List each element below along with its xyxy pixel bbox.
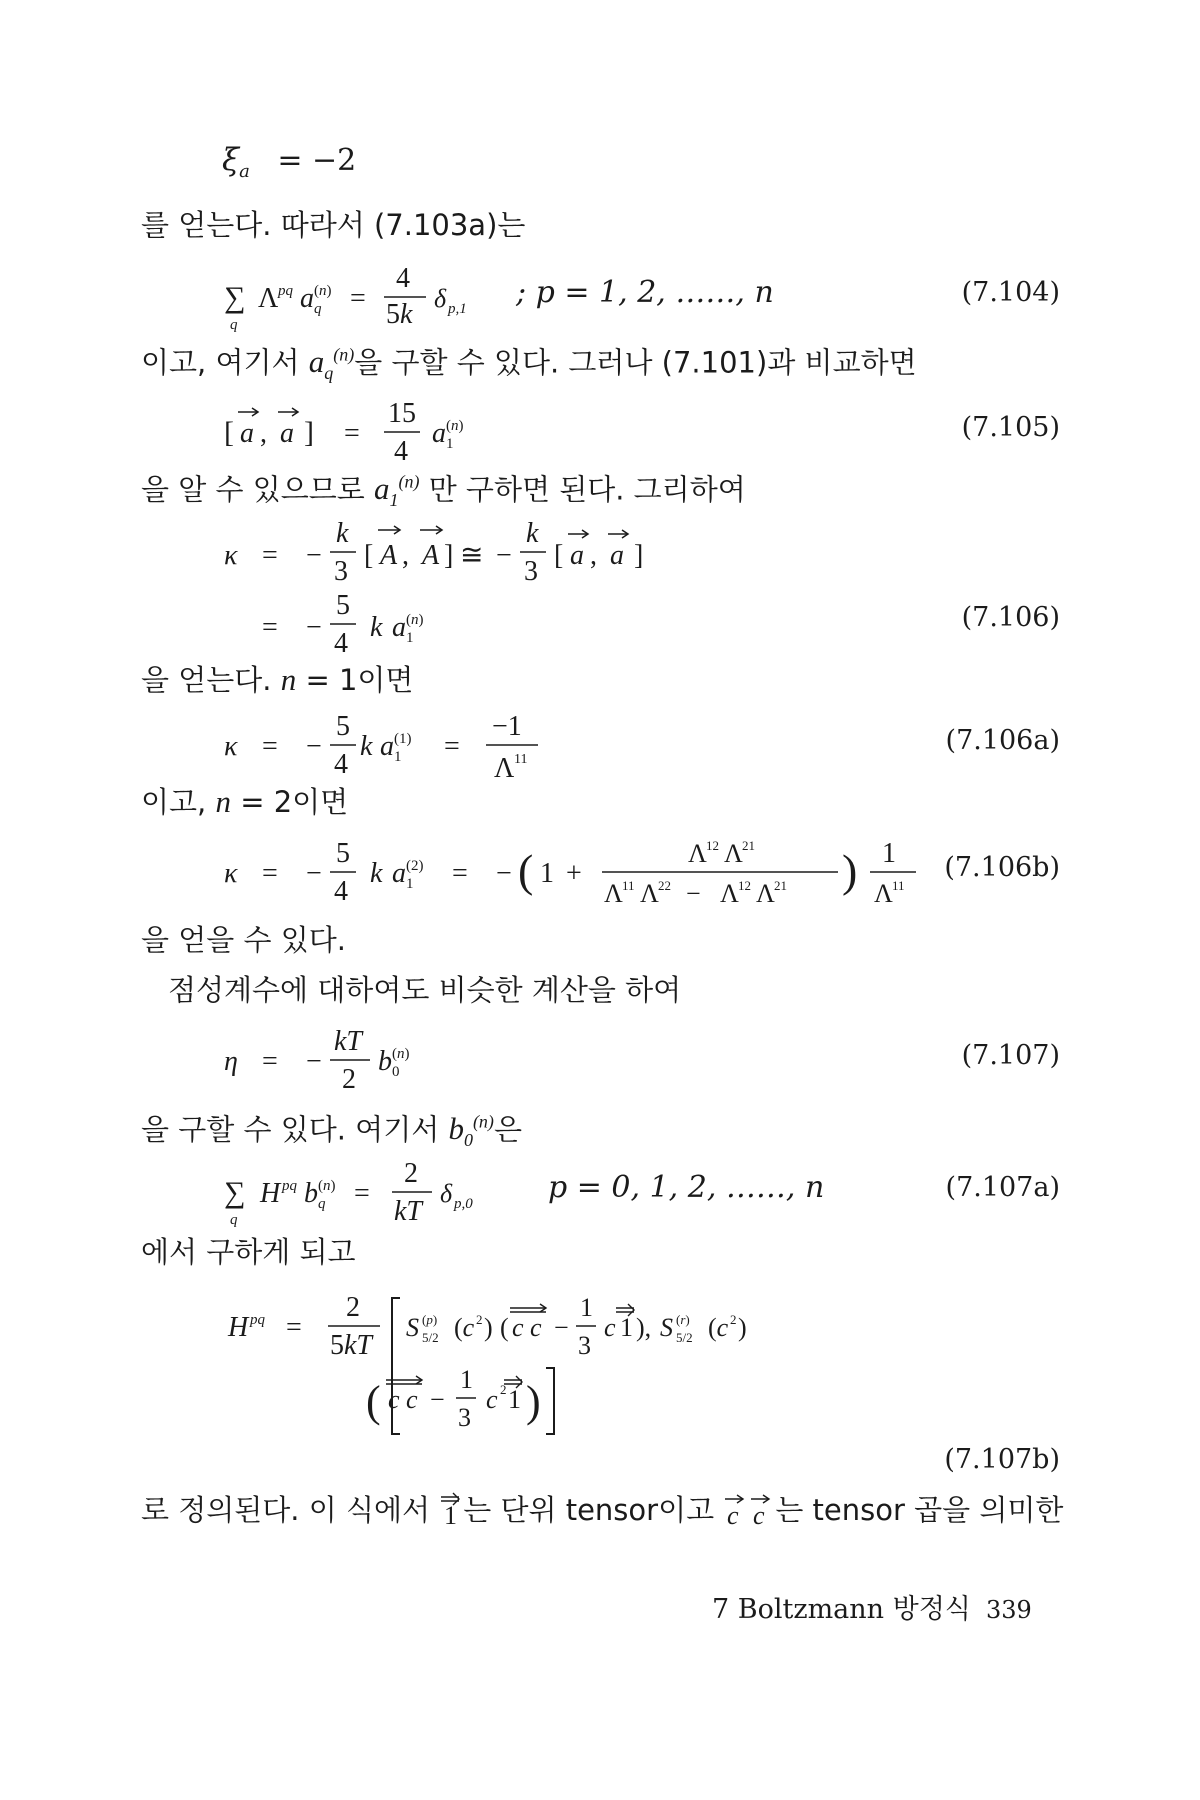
equation-7-104-condition: ; p = 1, 2, ……, n — [516, 275, 774, 310]
svg-text:): ) — [526, 1377, 541, 1426]
paragraph-4-text-b: = 1이면 — [305, 663, 414, 697]
paragraph-3-text-b: 만 구하면 된다. 그리하여 — [428, 472, 746, 507]
svg-text:q: q — [318, 1196, 326, 1212]
paragraph-2-text-b: 을 구할 수 있다. 그러나 (7.101)과 비교하면 — [354, 345, 917, 380]
a-q-n-symbol: $a_q^{(n)}$ — [308, 344, 355, 384]
svg-text:1: 1 — [540, 858, 554, 889]
svg-text:a: a — [570, 540, 584, 571]
svg-text:−: − — [306, 1046, 322, 1077]
svg-text:5/2: 5/2 — [676, 1330, 693, 1345]
svg-text:1: 1 — [444, 1501, 458, 1526]
paragraph-10-text-a: 로 정의된다. 이 식에서 — [141, 1493, 430, 1527]
equation-7-107a-math — [220, 1150, 540, 1230]
svg-text:(n): (n) — [392, 1046, 410, 1062]
svg-text:2: 2 — [476, 1312, 483, 1327]
svg-text:1: 1 — [394, 749, 402, 765]
svg-text:11: 11 — [622, 878, 635, 893]
svg-text:H: H — [260, 1178, 281, 1209]
svg-text:−: − — [306, 612, 322, 643]
svg-text:a: a — [380, 731, 394, 762]
svg-text:−: − — [306, 731, 322, 762]
svg-text:1: 1 — [882, 838, 896, 869]
svg-text:,: , — [590, 540, 597, 571]
svg-text:(c: (c — [454, 1313, 475, 1342]
svg-text:4: 4 — [334, 749, 348, 780]
svg-text:2: 2 — [730, 1312, 737, 1327]
svg-text:(: ( — [518, 845, 534, 896]
equation-7-107a — [0, 1150, 1200, 1230]
svg-text:−: − — [306, 540, 322, 571]
svg-text:(: ( — [500, 1313, 509, 1342]
paragraph-9-text: 에서 구하게 되고 — [141, 1235, 356, 1269]
equation-7-107-math — [220, 1018, 520, 1103]
svg-text:S: S — [660, 1313, 673, 1342]
svg-text:p,1: p,1 — [448, 301, 467, 317]
svg-text:1: 1 — [620, 1313, 633, 1342]
svg-text:=: = — [262, 540, 278, 571]
svg-text:∑: ∑ — [224, 1176, 246, 1209]
svg-text:∑: ∑ — [224, 281, 246, 314]
svg-text:1: 1 — [508, 1385, 521, 1414]
svg-text:Λ: Λ — [604, 879, 623, 908]
svg-text:k: k — [526, 518, 539, 549]
svg-text:η: η — [224, 1046, 238, 1077]
svg-text:5: 5 — [336, 838, 350, 869]
svg-text:0: 0 — [392, 1064, 400, 1080]
svg-text:k: k — [360, 731, 373, 762]
equation-7-106a-math — [220, 705, 580, 790]
svg-text:Λ: Λ — [688, 839, 707, 868]
svg-text:−: − — [496, 540, 512, 571]
page-number: 339 — [986, 1596, 1032, 1624]
equation-number-7-106a: (7.106a) — [945, 725, 1060, 756]
svg-text:Λ: Λ — [258, 283, 279, 314]
svg-text:k: k — [370, 612, 383, 643]
svg-text:δ: δ — [434, 284, 447, 313]
svg-text:=: = — [444, 731, 460, 762]
paragraph-5-text-b: = 2이면 — [240, 785, 349, 819]
svg-text:3: 3 — [458, 1403, 471, 1432]
svg-text:Λ: Λ — [874, 879, 893, 908]
svg-text:(n): (n) — [406, 612, 424, 628]
svg-text:κ: κ — [224, 540, 238, 571]
paragraph-8-text-b: 은 — [493, 1112, 522, 1147]
svg-text:4: 4 — [334, 876, 348, 907]
n-symbol-2: n — [215, 784, 231, 819]
svg-text:5/2: 5/2 — [422, 1330, 439, 1345]
svg-text:,: , — [260, 418, 267, 449]
svg-text:21: 21 — [774, 878, 787, 893]
equation-7-106b — [0, 830, 1200, 920]
svg-text:−: − — [554, 1313, 569, 1342]
svg-text:c: c — [753, 1501, 765, 1526]
paragraph-5-text-a: 이고, — [141, 785, 207, 819]
a-1-n-symbol: $a_1^{(n)}$ — [373, 471, 420, 511]
svg-text:=: = — [262, 612, 278, 643]
svg-text:c c: c c — [388, 1385, 418, 1414]
svg-text:=: = — [344, 418, 360, 449]
svg-text:≅: ≅ — [460, 540, 484, 571]
xi-subscript: a — [239, 161, 250, 182]
svg-text:[: [ — [364, 540, 374, 571]
svg-text:1: 1 — [446, 436, 454, 452]
svg-text:]: ] — [634, 540, 644, 571]
equation-number-7-106: (7.106) — [961, 602, 1060, 633]
svg-text:κ: κ — [224, 731, 238, 762]
equation-7-106 — [0, 510, 1200, 660]
svg-text:−: − — [306, 858, 322, 889]
svg-text:c c: c c — [512, 1313, 542, 1342]
svg-text:5k: 5k — [386, 299, 413, 330]
n-symbol: n — [280, 662, 297, 697]
svg-text:−: − — [686, 879, 701, 908]
svg-text:κ: κ — [224, 858, 238, 889]
svg-text:5kT: 5kT — [330, 1330, 372, 1361]
svg-text:12: 12 — [706, 838, 719, 853]
tensor-product-cc-symbol — [723, 1490, 775, 1526]
equation-7-106b-math — [220, 830, 940, 920]
paragraph-1-text: 를 얻는다. 따라서 (7.103a)는 — [141, 208, 526, 242]
equation-7-106-math — [220, 510, 740, 660]
xi-symbol: ξ — [222, 142, 240, 178]
equation-7-107a-condition: p = 0, 1, 2, ……, n — [548, 1170, 825, 1205]
paragraph-6-text: 을 얻을 수 있다. — [141, 923, 346, 957]
svg-text:(1): (1) — [394, 731, 412, 747]
equation-number-7-107b: (7.107b) — [944, 1444, 1060, 1475]
svg-text:=: = — [262, 858, 278, 889]
equation-7-107b-math — [220, 1278, 860, 1448]
svg-text:2: 2 — [342, 1064, 356, 1095]
svg-text:a: a — [240, 418, 254, 449]
equation-number-7-106b: (7.106b) — [944, 852, 1060, 883]
svg-text:12: 12 — [738, 878, 751, 893]
svg-text:a: a — [432, 418, 446, 449]
svg-text:(n): (n) — [314, 283, 332, 299]
svg-text:(c: (c — [708, 1313, 729, 1342]
equation-number-7-104: (7.104) — [961, 277, 1060, 308]
svg-text:k: k — [370, 858, 383, 889]
paragraph-7-text: 점성계수에 대하여도 비슷한 계산을 하여 — [168, 973, 682, 1007]
paragraph-10-text-c: 는 tensor 곱을 의미한 — [775, 1493, 1064, 1527]
xi-rhs: = −2 — [277, 143, 357, 178]
svg-text:c: c — [486, 1385, 498, 1414]
svg-text:A: A — [380, 540, 398, 571]
svg-text:4: 4 — [334, 628, 348, 659]
svg-text:a: a — [392, 612, 406, 643]
equation-7-104 — [0, 255, 1200, 335]
svg-text:q: q — [314, 301, 322, 317]
svg-text:]: ] — [444, 540, 454, 571]
svg-text:4: 4 — [396, 263, 410, 294]
equation-7-106a — [0, 705, 1200, 790]
svg-text:Λ: Λ — [720, 879, 739, 908]
paragraph-4-text-a: 을 얻는다. — [141, 663, 272, 697]
svg-text:pq: pq — [250, 1312, 265, 1328]
svg-text:5: 5 — [336, 590, 350, 621]
svg-text:a: a — [280, 418, 294, 449]
paragraph-10-text-b: 는 단위 tensor이고 — [463, 1493, 715, 1527]
equation-7-107b — [0, 1278, 1200, 1478]
svg-text:A: A — [422, 540, 440, 571]
svg-text:pq: pq — [282, 1178, 297, 1194]
svg-text:Λ: Λ — [494, 753, 515, 784]
svg-text:−1: −1 — [492, 711, 522, 742]
equation-7-105 — [0, 390, 1200, 470]
svg-text:[: [ — [224, 416, 234, 449]
running-head: 7 Boltzmann 방정식 — [712, 1594, 971, 1625]
svg-text:11: 11 — [514, 752, 528, 767]
svg-text:δ: δ — [440, 1179, 453, 1208]
svg-text:22: 22 — [658, 878, 671, 893]
svg-text:k: k — [336, 518, 349, 549]
svg-text:(n): (n) — [446, 418, 464, 434]
equation-number-7-107a: (7.107a) — [945, 1172, 1060, 1203]
svg-text:(2): (2) — [406, 858, 424, 874]
svg-text:]: ] — [304, 416, 314, 449]
svg-text:S: S — [406, 1313, 419, 1342]
svg-text:kT: kT — [334, 1026, 362, 1057]
paragraph-3-text-a: 을 알 수 있으므로 — [141, 472, 365, 507]
svg-text:Λ: Λ — [756, 879, 775, 908]
svg-text:Λ: Λ — [640, 879, 659, 908]
svg-text:+: + — [566, 858, 582, 889]
svg-text:2: 2 — [404, 1158, 418, 1189]
svg-text:=: = — [350, 283, 366, 314]
equation-7-105-math — [220, 390, 580, 470]
svg-text:c: c — [727, 1501, 739, 1526]
svg-text:=: = — [354, 1178, 370, 1209]
svg-text:=: = — [452, 858, 468, 889]
svg-text:3: 3 — [334, 556, 348, 587]
svg-text:b: b — [378, 1046, 392, 1077]
svg-text:a: a — [300, 283, 314, 314]
svg-text:1: 1 — [580, 1293, 593, 1322]
svg-text:1: 1 — [406, 876, 414, 892]
svg-text:21: 21 — [742, 838, 755, 853]
svg-text:(n): (n) — [318, 1178, 336, 1194]
svg-text:): ) — [738, 1313, 747, 1342]
svg-text:3: 3 — [578, 1331, 591, 1360]
svg-text:q: q — [230, 1212, 238, 1228]
paragraph-2-text-a: 이고, 여기서 — [141, 345, 300, 380]
equation-number-7-107: (7.107) — [961, 1040, 1060, 1071]
svg-text:5: 5 — [336, 711, 350, 742]
svg-text:pq: pq — [278, 283, 293, 299]
svg-text:q: q — [230, 317, 238, 333]
svg-text:): ) — [842, 845, 858, 896]
svg-text:−: − — [430, 1385, 445, 1414]
svg-text:1: 1 — [460, 1365, 473, 1394]
svg-text:15: 15 — [388, 398, 416, 429]
svg-text:=: = — [262, 731, 278, 762]
svg-text:=: = — [262, 1046, 278, 1077]
svg-text:p,0: p,0 — [454, 1196, 473, 1212]
equation-number-7-105: (7.105) — [961, 412, 1060, 443]
svg-text:2: 2 — [346, 1292, 360, 1323]
unit-tensor-symbol — [439, 1490, 463, 1526]
svg-text:,: , — [402, 540, 409, 571]
svg-text:−: − — [496, 858, 512, 889]
svg-text:kT: kT — [394, 1196, 422, 1227]
svg-text:2: 2 — [500, 1382, 507, 1397]
svg-text:Λ: Λ — [724, 839, 743, 868]
svg-text:b: b — [304, 1178, 318, 1209]
svg-text:c: c — [604, 1313, 616, 1342]
svg-text:a: a — [392, 858, 406, 889]
svg-text:11: 11 — [892, 878, 905, 893]
svg-text:1: 1 — [406, 630, 414, 646]
svg-text:H: H — [228, 1312, 249, 1343]
svg-text:3: 3 — [524, 556, 538, 587]
svg-text:[: [ — [554, 540, 564, 571]
b-0-n-symbol: $b_0^{(n)}$ — [448, 1111, 494, 1151]
svg-text:),: ), — [636, 1313, 652, 1342]
svg-text:(: ( — [366, 1377, 381, 1426]
svg-text:a: a — [610, 540, 624, 571]
svg-text:4: 4 — [394, 436, 408, 467]
svg-text:): ) — [484, 1313, 493, 1342]
svg-text:(p): (p) — [422, 1312, 438, 1327]
svg-text:=: = — [286, 1312, 302, 1343]
paragraph-8-text-a: 을 구할 수 있다. 여기서 — [141, 1112, 440, 1147]
svg-text:(r): (r) — [676, 1312, 690, 1327]
equation-7-107 — [0, 1018, 1200, 1103]
